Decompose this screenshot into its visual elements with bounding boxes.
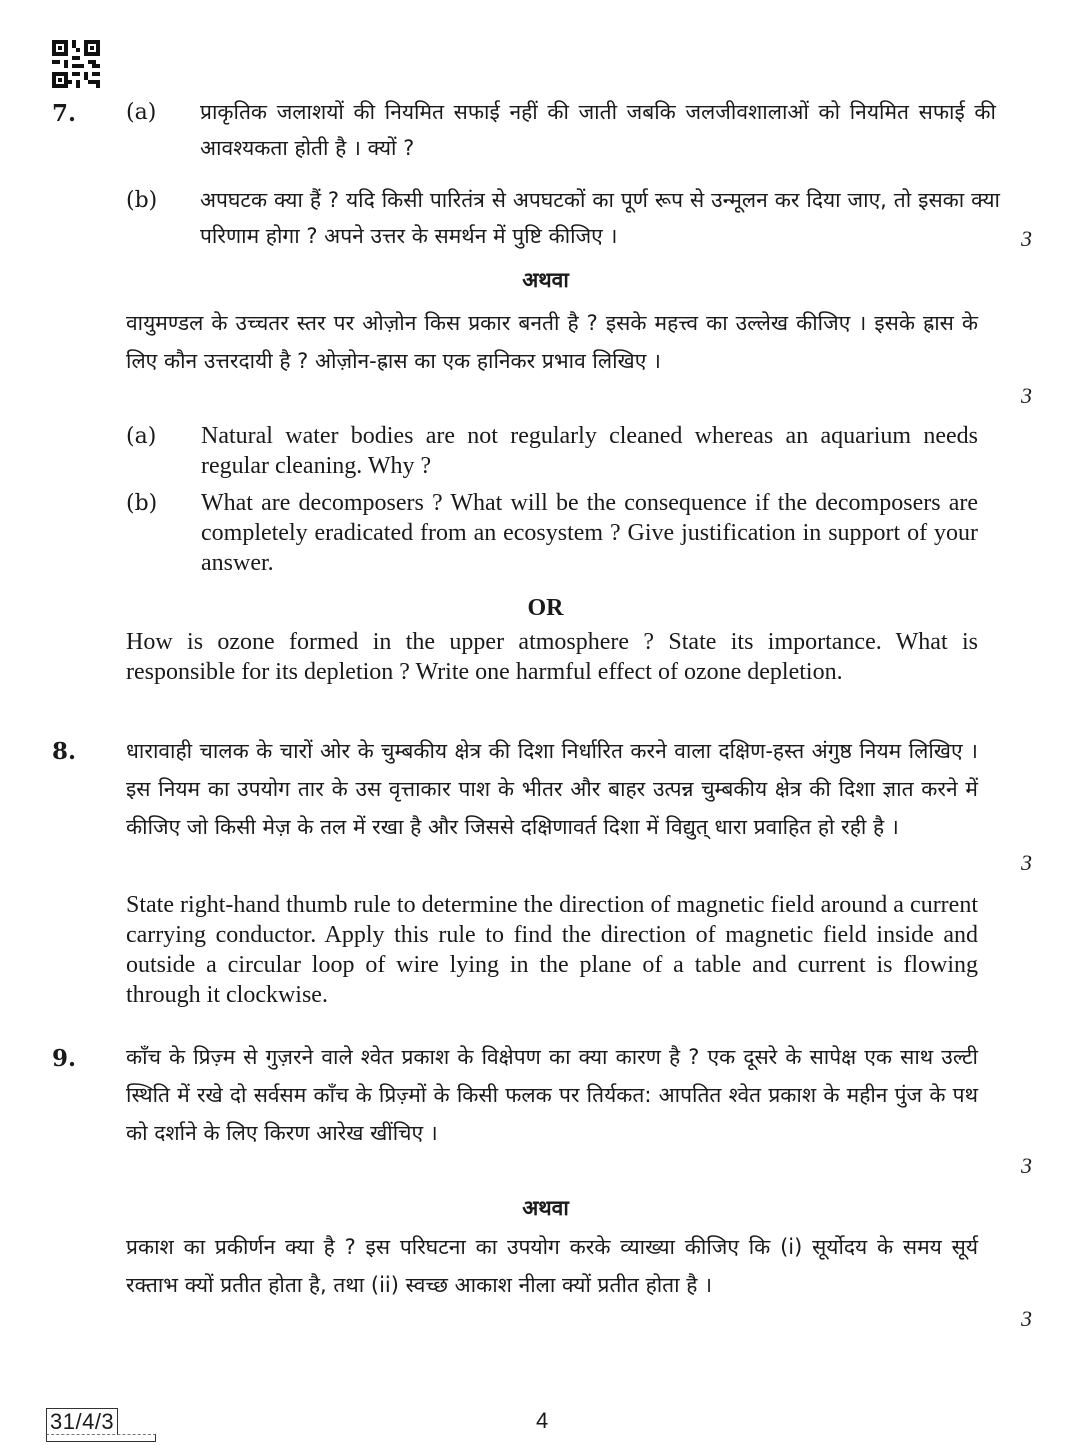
q7-marks-2: 3 — [1021, 383, 1032, 408]
q9-marks-2: 3 — [1021, 1306, 1032, 1331]
q7-marks-1: 3 — [1021, 226, 1032, 251]
q7-or-english-text: How is ozone formed in the upper atmosphere ? State its importance. What is responsible for its depletion ? Write one harmful effect of ozone depletion. — [126, 629, 978, 685]
q7-or-hindi-text: वायुमण्डल के उच्चतर स्तर पर ओज़ोन किस प्रकार बनती है ? इसके महत्त्व का उल्लेख कीजिए । इसके ह्रास के लिए कौन उत्तरदायी है ? ओज़ोन-ह्रास का एक हानिकर प्रभाव लिखिए । — [126, 311, 978, 373]
page-number: 4 — [536, 1408, 549, 1433]
qr-code-icon — [52, 40, 100, 88]
q7-b-english-text: What are decomposers ? What will be the consequence if the decomposers are completely eradicated from an ecosystem ? Give justification in support of your answer. — [201, 490, 978, 576]
q8-hindi-text: धारावाही चालक के चारों ओर के चुम्बकीय क्षेत्र की दिशा निर्धारित करने वाला दक्षिण-हस्त अंगुष्ठ नियम लिखिए । इस नियम का उपयोग तार के उस वृत्ताकार पाश के भीतर और बाहर उत्पन्न चुम्बकीय क्षेत्र की दिशा ज्ञात करने में कीजिए जो किसी मेज़ के तल में रखा है और जिससे दक्षिणावर्त दिशा में विद्युत् धारा प्रवाहित हो रही है । — [126, 739, 978, 839]
q7-b-label-english: (b) — [126, 491, 158, 516]
q7-b-hindi-text: अपघटक क्या हैं ? यदि किसी पारितंत्र से अपघटकों का पूर्ण रूप से उन्मूलन कर दिया जाए, तो इसका क्या परिणाम होगा ? अपने उत्तर के समर्थन में पुष्टि कीजिए । — [200, 188, 1000, 248]
q7-a-english-text: Natural water bodies are not regularly cleaned whereas an aquarium needs regular cleaning. Why ? — [201, 423, 978, 479]
question-7-number: 7. — [52, 100, 77, 127]
question-9-number: 9. — [52, 1045, 77, 1072]
q8-marks: 3 — [1021, 850, 1032, 875]
q9-athva-heading: अथवा — [522, 1196, 569, 1220]
question-8-number: 8. — [52, 738, 77, 765]
q9-marks-1: 3 — [1021, 1153, 1032, 1178]
q7-a-label-hindi: (a) — [126, 100, 157, 125]
q8-english-text: State right-hand thumb rule to determine the direction of magnetic field around a current carrying conductor. Apply this rule to find the direction of magnetic field inside and outside a circular loop of wire lying in the plane of a table and current is flowing through it clockwise. — [126, 892, 978, 1008]
q9-or-hindi-text: प्रकाश का प्रकीर्णन क्या है ? इस परिघटना का उपयोग करके व्याख्या कीजिए कि (i) सूर्योदय के समय सूर्य रक्ताभ क्यों प्रतीत होता है, तथा (ii) स्वच्छ आकाश नीला क्यों प्रतीत होता है । — [126, 1235, 978, 1297]
q7-or-heading: OR — [527, 595, 564, 621]
q7-a-label-english: (a) — [126, 424, 157, 449]
q7-a-hindi-text: प्राकृतिक जलाशयों की नियमित सफाई नहीं की जाती जबकि जलजीवशालाओं को नियमित सफाई की आवश्यकता होती है । क्यों ? — [200, 100, 996, 160]
q7-b-label-hindi: (b) — [126, 188, 158, 213]
paper-code-strip — [46, 1434, 156, 1442]
q9-hindi-text: काँच के प्रिज़्म से गुज़रने वाले श्वेत प्रकाश के विक्षेपण का क्या कारण है ? एक दूसरे के सापेक्ष एक साथ उल्टी स्थिति में रखे दो सर्वसम काँच के प्रिज़्मों के किसी फलक पर तिर्यकत: आपतित श्वेत प्रकाश के महीन पुंज के पथ को दर्शाने के लिए किरण आरेख खींचिए । — [126, 1045, 978, 1145]
paper-code: 31/4/3 — [46, 1408, 118, 1435]
q7-athva-heading: अथवा — [522, 268, 569, 292]
